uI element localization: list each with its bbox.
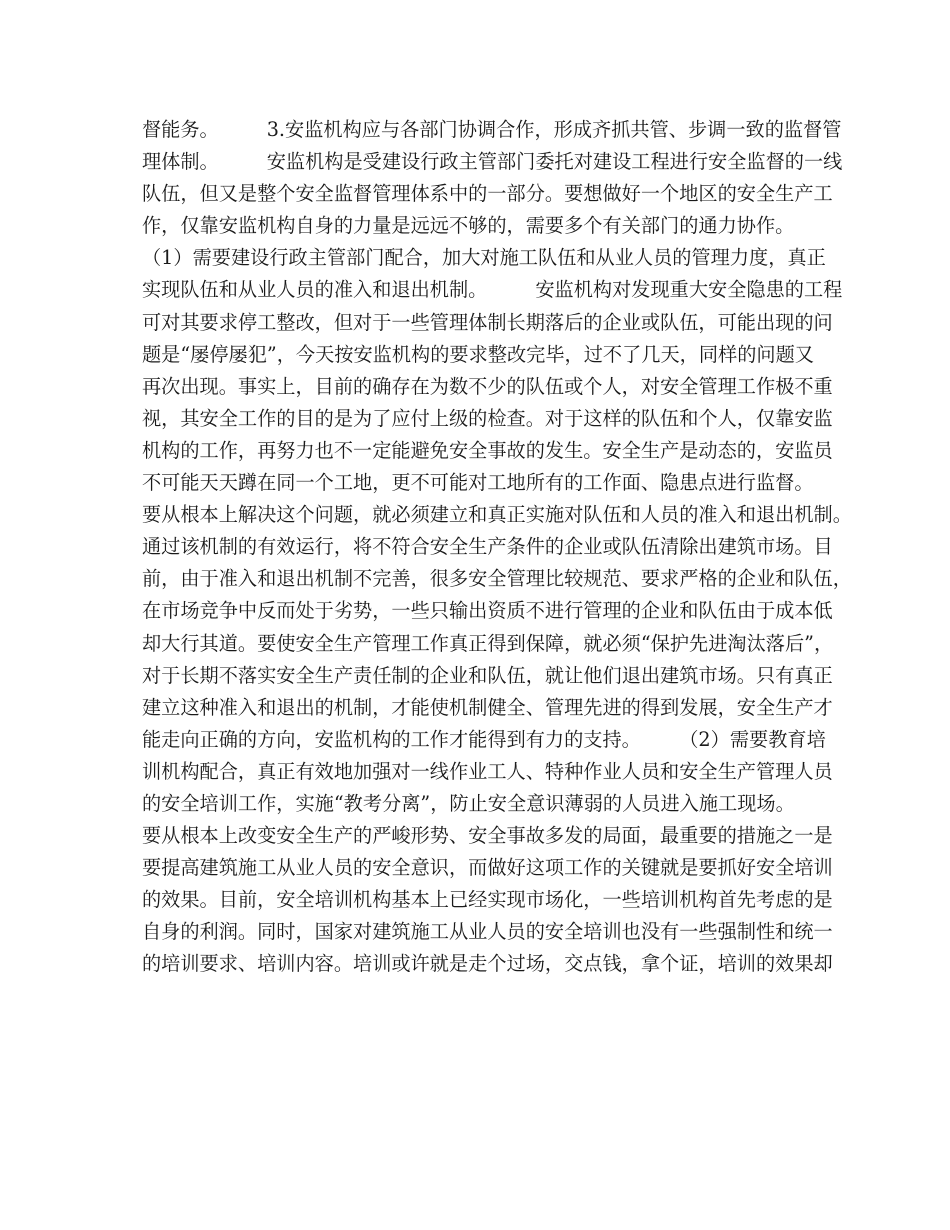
body-text	[142, 114, 852, 981]
text-line-1: 督能务。 3.安监机构应与各部门协调合作，形成齐抓共管、步调一致的监督管	[142, 118, 842, 141]
text-line-7: 可对其要求停工整改，但对于一些管理体制长期落后的企业或队伍，可能出现的问	[142, 310, 833, 334]
text-line-6: 实现队伍和从业人员的准入和退出机制。 安监机构对发现重大安全隐患的工程	[142, 278, 843, 302]
text-line-3: 队伍，但又是整个安全监督管理体系中的一部分。要想做好一个地区的安全生产工	[142, 182, 833, 206]
text-line-18: 对于长期不落实安全生产责任制的企业和队伍，就让他们退出建筑市场。只有真正	[142, 663, 833, 687]
text-line-8: 题是“屡停屡犯”，今天按安监机构的要求整改完毕，过不了几天，同样的问题又	[142, 342, 814, 366]
text-line-10: 视，其安全工作的目的是为了应付上级的检查。对于这样的队伍和个人，仅靠安监	[142, 406, 833, 430]
text-line-16: 在市场竞争中反而处于劣势，一些只输出资质不进行管理的企业和队伍由于成本低	[142, 599, 833, 623]
text-line-27: 的培训要求、培训内容。培训或许就是走个过场，交点钱，拿个证，培训的效果却	[142, 952, 833, 976]
text-line-11: 机构的工作，再努力也不一定能避免安全事故的发生。安全生产是动态的，安监员	[142, 438, 833, 462]
text-line-22: 的安全培训工作，实施“教考分离”，防止安全意识薄弱的人员进入施工现场。	[142, 791, 795, 815]
text-line-21: 训机构配合，真正有效地加强对一线作业工人、特种作业人员和安全生产管理人员	[142, 759, 833, 783]
text-line-24: 要提高建筑施工从业人员的安全意识，而做好这项工作的关键就是要抓好安全培训	[142, 856, 833, 880]
text-line-14: 通过该机制的有效运行，将不符合安全生产条件的企业或队伍清除出建筑市场。目	[142, 535, 833, 559]
text-line-26: 自身的利润。同时，国家对建筑施工从业人员的安全培训也没有一些强制性和统一	[142, 920, 833, 944]
text-line-23: 要从根本上改变安全生产的严峻形势、安全事故多发的局面，最重要的措施之一是	[142, 824, 833, 848]
text-line-13: 要从根本上解决这个问题，就必须建立和真正实施对队伍和人员的准入和退出机制。	[142, 503, 852, 527]
text-line-12: 不可能天天蹲在同一个工地，更不可能对工地所有的工作面、隐患点进行监督。	[142, 471, 814, 495]
text-line-9: 再次出现。事实上，目前的确存在为数不少的队伍或个人，对安全管理工作极不重	[142, 374, 833, 398]
text-line-25: 的效果。目前，安全培训机构基本上已经实现市场化，一些培训机构首先考虑的是	[142, 888, 833, 912]
text-line-4: 作，仅靠安监机构自身的力量是远远不够的，需要多个有关部门的通力协作。	[142, 214, 795, 238]
text-line-20: 能走向正确的方向，安监机构的工作才能得到有力的支持。 （2）需要教育培	[142, 727, 826, 751]
text-line-17: 却大行其道。要使安全生产管理工作真正得到保障，就必须“保护先进淘汰落后”，	[142, 631, 834, 655]
text-line-2: 理体制。 安监机构是受建设行政主管部门委托对建设工程进行安全监督的一线	[142, 150, 843, 174]
text-line-5: （1）需要建设行政主管部门配合，加大对施工队伍和从业人员的管理力度，真正	[142, 246, 826, 270]
text-line-15: 前，由于准入和退出机制不完善，很多安全管理比较规范、要求严格的企业和队伍，	[142, 567, 852, 591]
text-line-19: 建立这种准入和退出的机制，才能使机制健全、管理先进的得到发展，安全生产才	[142, 695, 833, 719]
